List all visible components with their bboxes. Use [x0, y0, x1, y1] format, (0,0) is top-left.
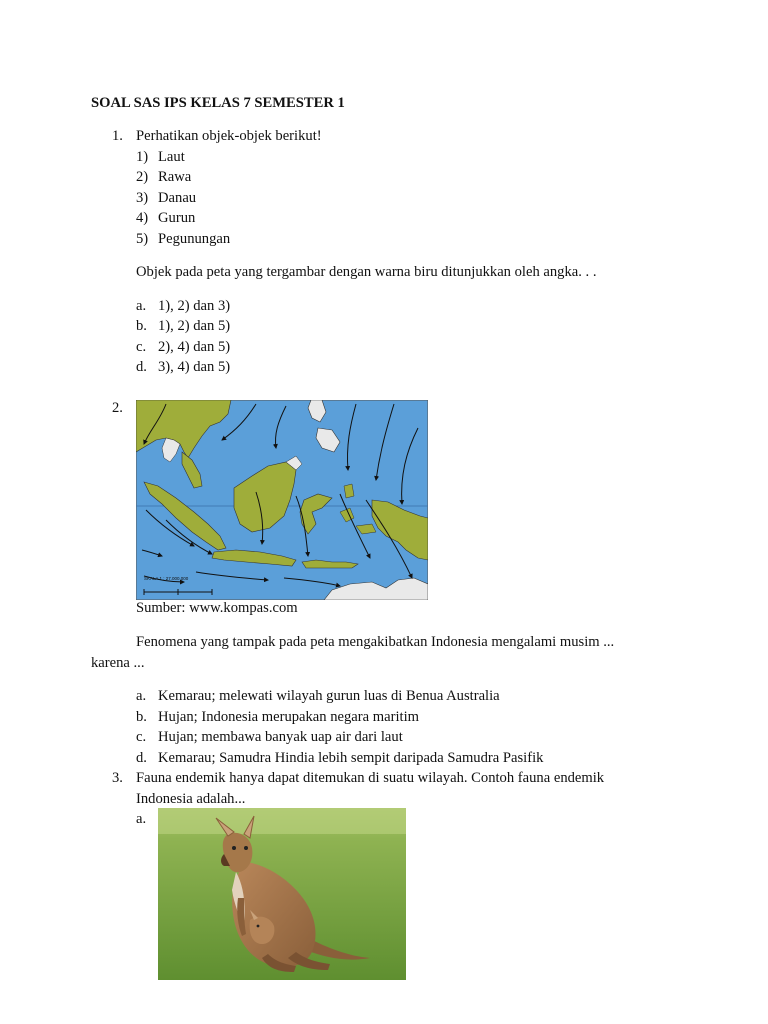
list-item-number: 4) [136, 210, 149, 226]
question-number: 2. [112, 400, 123, 416]
kangaroo-image [158, 808, 406, 980]
question-number: 1. [112, 128, 123, 144]
question-stem: Perhatikan objek-objek berikut! [136, 128, 322, 144]
question-text: Objek pada peta yang tergambar dengan warna biru ditunjukkan oleh angka. . . [136, 264, 597, 280]
list-item-number: 2) [136, 169, 149, 185]
option-letter: c. [136, 729, 147, 745]
answer-option: Hujan; membawa banyak uap air dari laut [158, 729, 403, 745]
question-text: Fenomena yang tampak pada peta mengakibatkan Indonesia mengalami musim ... [136, 634, 615, 650]
option-letter: c. [136, 339, 147, 355]
list-item: Gurun [158, 210, 196, 226]
list-item-number: 1) [136, 149, 149, 165]
map-source: Sumber: www.kompas.com [136, 600, 298, 616]
answer-option: 1), 2) dan 5) [158, 318, 231, 334]
answer-option: Kemarau; melewati wilayah gurun luas di Benua Australia [158, 688, 500, 704]
question-text-continued: karena ... [91, 655, 145, 671]
question-stem-continued: Indonesia adalah... [136, 791, 246, 807]
option-letter: b. [136, 709, 147, 725]
option-letter: a. [136, 688, 147, 704]
list-item-number: 5) [136, 231, 149, 247]
question-number: 3. [112, 770, 123, 786]
answer-option: Kemarau; Samudra Hindia lebih sempit daripada Samudra Pasifik [158, 750, 544, 766]
answer-option: 1), 2) dan 3) [158, 298, 231, 314]
option-letter: a. [136, 298, 147, 314]
list-item: Laut [158, 149, 185, 165]
answer-option: Hujan; Indonesia merupakan negara maritim [158, 709, 419, 725]
list-item: Rawa [158, 169, 192, 185]
list-item: Pegunungan [158, 231, 231, 247]
option-letter: d. [136, 750, 147, 766]
monsoon-map-image [136, 400, 428, 600]
page-title: SOAL SAS IPS KELAS 7 SEMESTER 1 [91, 95, 345, 111]
list-item-number: 3) [136, 190, 149, 206]
map-scale-label: SKALA 1 : 27.000.000 [144, 576, 189, 581]
question-stem: Fauna endemik hanya dapat ditemukan di suatu wilayah. Contoh fauna endemik [136, 770, 605, 786]
option-letter: a. [136, 811, 147, 827]
answer-option: 3), 4) dan 5) [158, 359, 231, 375]
answer-option: 2), 4) dan 5) [158, 339, 231, 355]
option-letter: d. [136, 359, 147, 375]
list-item: Danau [158, 190, 197, 206]
option-letter: b. [136, 318, 147, 334]
